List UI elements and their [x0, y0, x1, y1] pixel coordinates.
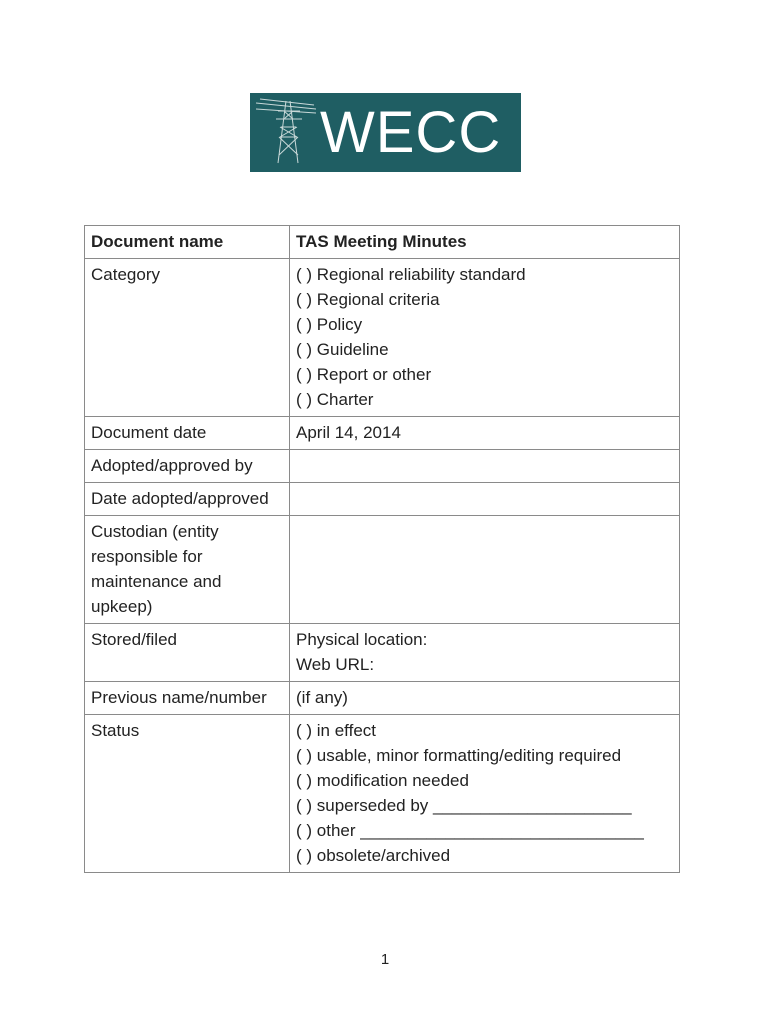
table-row [85, 624, 680, 682]
row-value-line: ( ) other ______________________________ [296, 821, 644, 840]
row-value [290, 450, 680, 483]
row-label: Document date [85, 417, 290, 450]
table-row [85, 682, 680, 715]
document-name-value: TAS Meeting Minutes [290, 226, 680, 259]
row-value-line: April 14, 2014 [296, 423, 401, 442]
document-info-table [84, 225, 680, 873]
row-value-line: ( ) modification needed [296, 771, 469, 790]
row-value [290, 516, 680, 624]
row-label: Category [85, 259, 290, 417]
row-value-line: ( ) Regional reliability standard [296, 265, 526, 284]
row-label: Previous name/number [85, 682, 290, 715]
logo-text: WECC [320, 100, 502, 165]
row-label [85, 516, 290, 624]
row-value-line: ( ) Charter [296, 390, 374, 409]
row-value-line: ( ) Policy [296, 315, 363, 334]
row-label-line: Custodian (entity [91, 522, 219, 541]
transmission-tower-icon [256, 97, 316, 167]
table-row [85, 483, 680, 516]
row-value [290, 715, 680, 873]
row-value [290, 624, 680, 682]
row-value-line: ( ) Report or other [296, 365, 432, 384]
row-label-line: maintenance and [91, 572, 222, 591]
row-value-line: ( ) obsolete/archived [296, 846, 451, 865]
row-label: Adopted/approved by [85, 450, 290, 483]
table-body [85, 226, 680, 873]
wecc-logo [250, 93, 521, 172]
row-value-line: ( ) Guideline [296, 340, 389, 359]
row-value-line: ( ) usable, minor formatting/editing required [296, 746, 622, 765]
row-value-line: Web URL: [296, 655, 375, 674]
row-label-line: responsible for [91, 547, 203, 566]
row-value-line: ( ) Regional criteria [296, 290, 440, 309]
table-row [85, 450, 680, 483]
page-number: 1 [380, 951, 390, 968]
table-row [85, 715, 680, 873]
table-row [85, 259, 680, 417]
table-row-header [85, 226, 680, 259]
row-value-line: Physical location: [296, 630, 428, 649]
row-value-line: (if any) [296, 688, 348, 707]
row-label-line: upkeep) [91, 597, 153, 616]
document-name-label: Document name [85, 226, 290, 259]
table-row [85, 516, 680, 624]
row-label: Date adopted/approved [85, 483, 290, 516]
row-label: Status [85, 715, 290, 873]
table-row [85, 417, 680, 450]
row-label: Stored/filed [85, 624, 290, 682]
row-value [290, 417, 680, 450]
row-value-line: ( ) superseded by _____________________ [296, 796, 632, 815]
row-value-line: ( ) in effect [296, 721, 376, 740]
row-value [290, 483, 680, 516]
row-value [290, 259, 680, 417]
row-value [290, 682, 680, 715]
